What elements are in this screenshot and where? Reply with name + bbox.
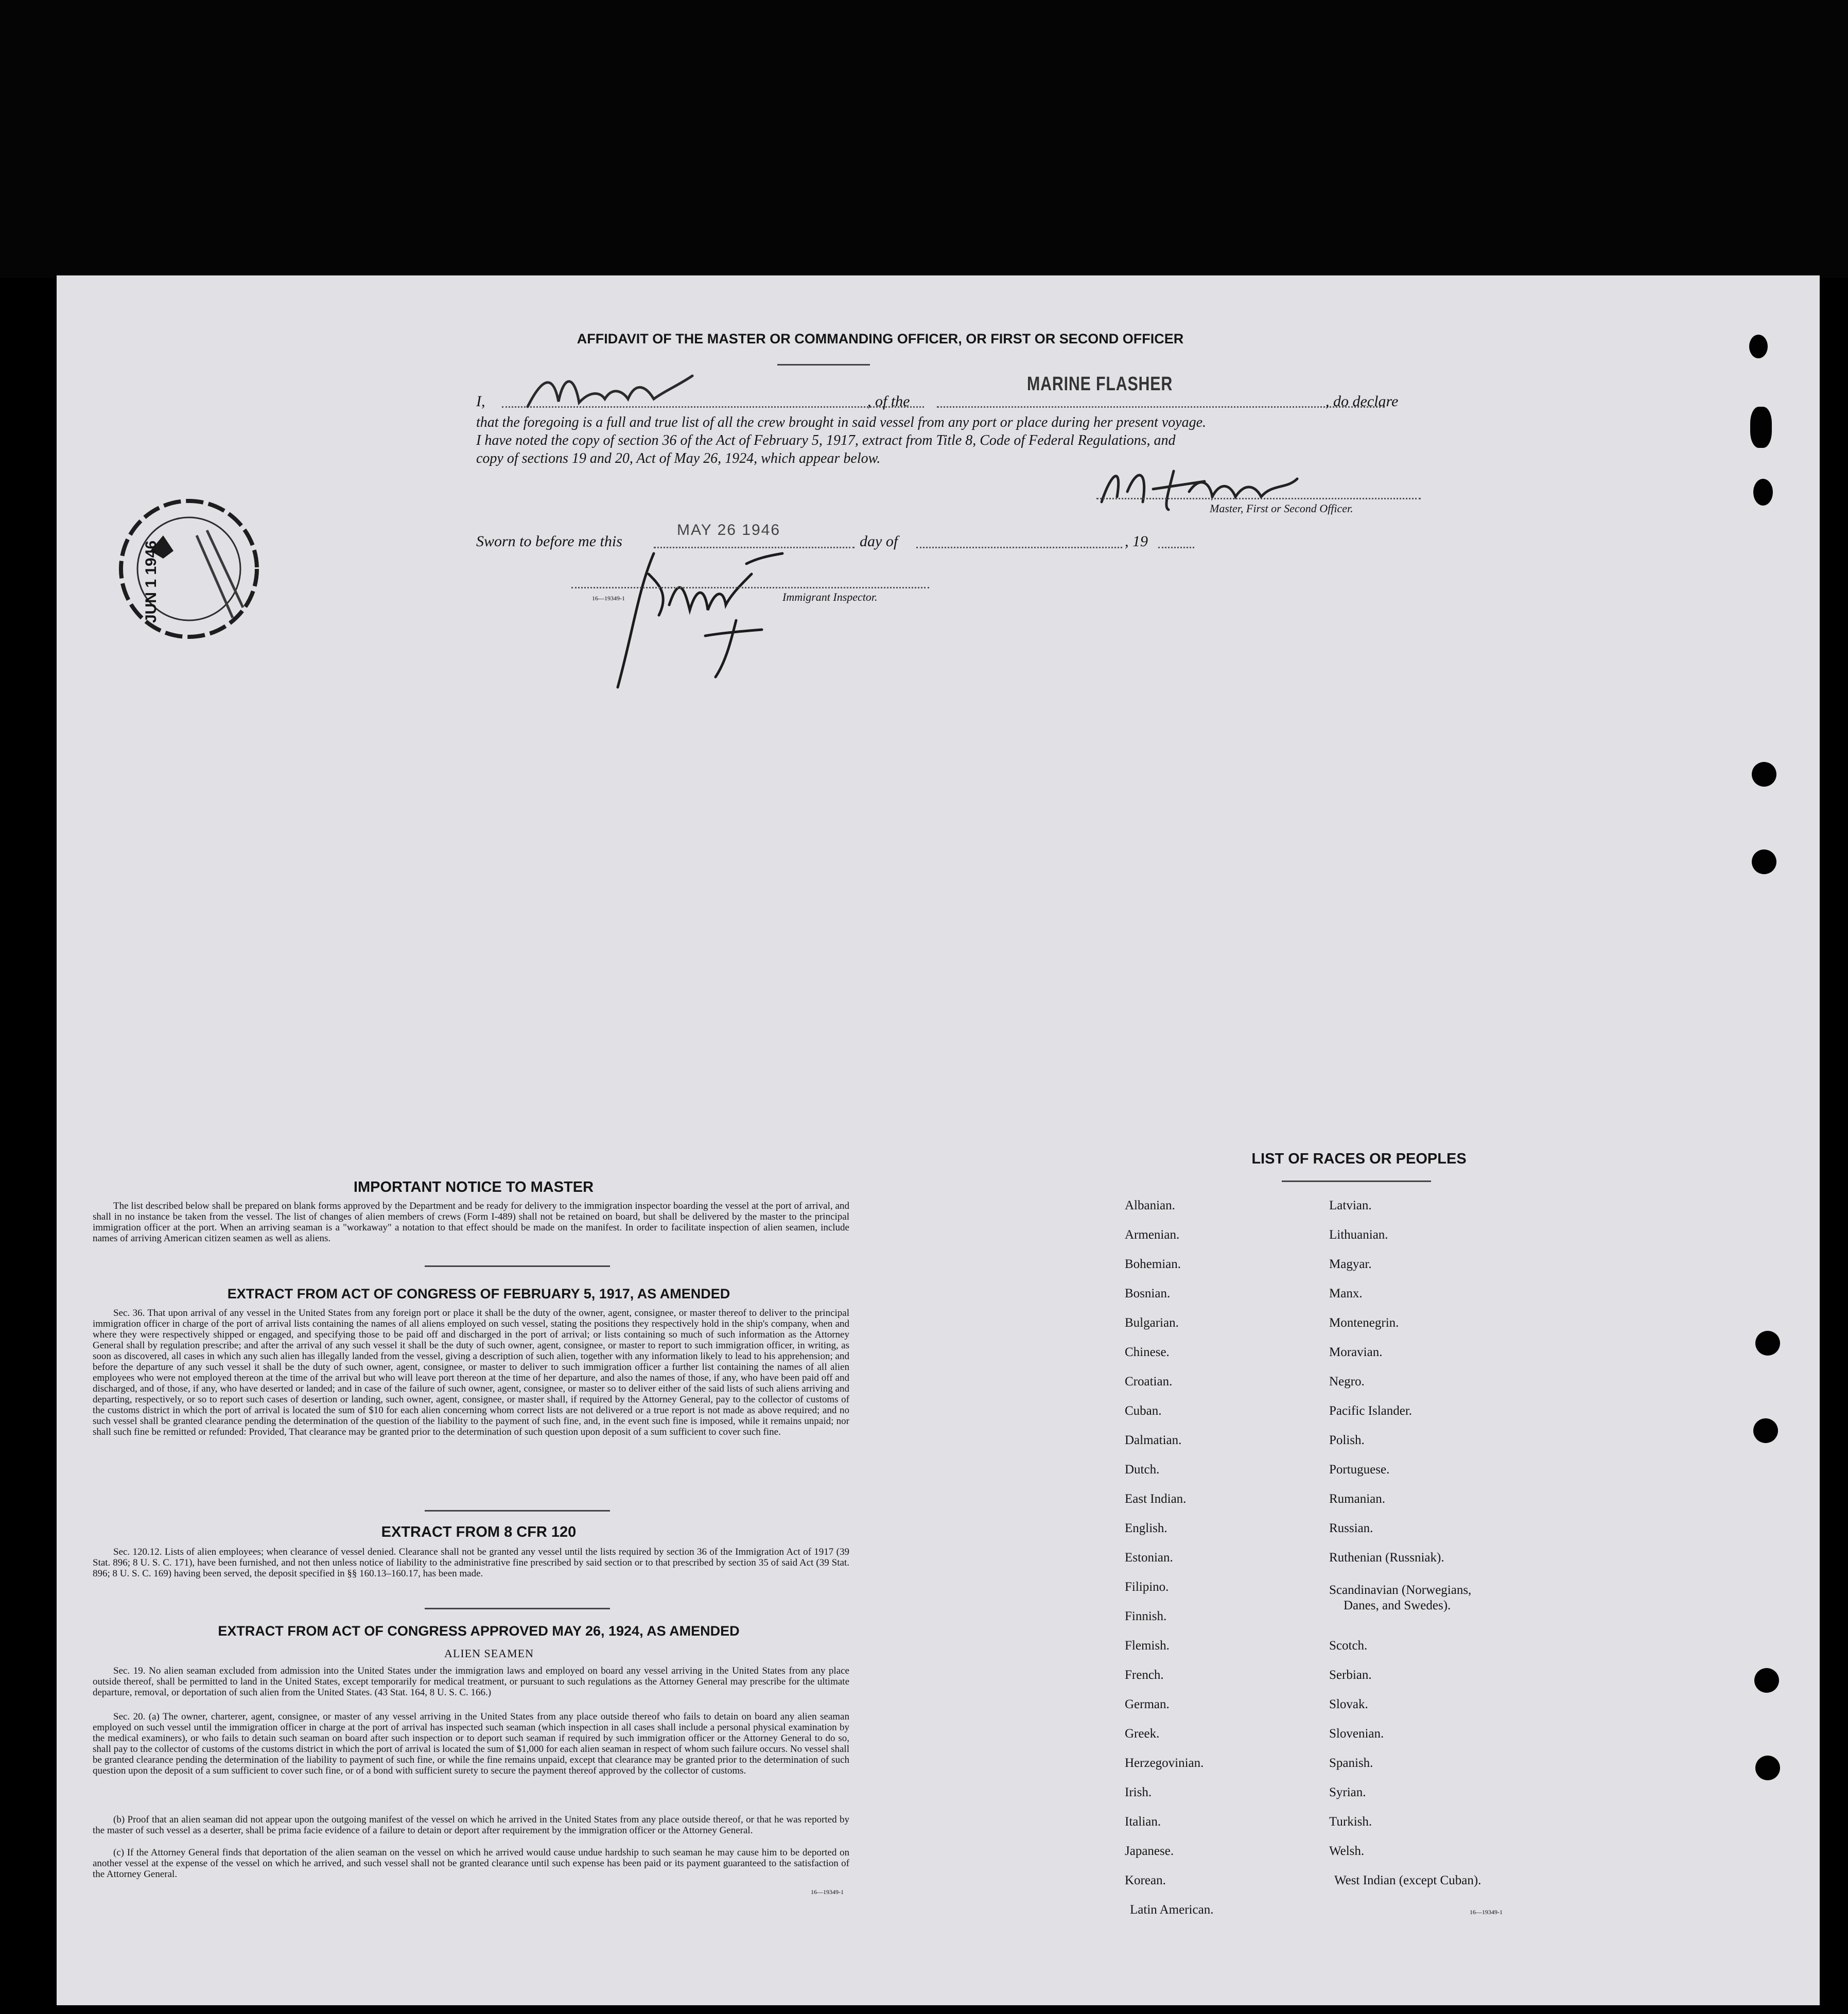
race-item: Italian. (1125, 1815, 1161, 1829)
race-item: Croatian. (1125, 1375, 1173, 1388)
race-item: Bosnian. (1125, 1287, 1171, 1300)
race-item: Dutch. (1125, 1463, 1160, 1477)
race-item: Dalmatian. (1125, 1433, 1182, 1447)
race-item: Greek. (1125, 1727, 1160, 1741)
do-declare-label: , do declare (1326, 393, 1399, 410)
race-item: Ruthenian (Russniak). (1329, 1551, 1444, 1565)
inspector-signature (582, 543, 788, 692)
i-label: I, (476, 393, 485, 410)
race-item: Latin American. (1130, 1903, 1214, 1917)
race-item: Estonian. (1125, 1551, 1173, 1565)
sworn-date-stamp: MAY 26 1946 (677, 522, 781, 539)
affidavit-line-3: I have noted the copy of section 36 of the Act of February 5, 1917, extract from Title 8, Code of Federal Regulations, and (476, 432, 1176, 448)
race-item: Danes, and Swedes). (1344, 1599, 1451, 1612)
stamp-ring (114, 489, 264, 649)
extract-1924-sec20a: Sec. 20. (a) The owner, charterer, agent, consignee, or master of any vessel arriving in the United States from any place outside thereof who fails to detain on board any alien seaman employed on such vessel until the immigration officer in charge at the port of arrival has inspected such seaman (which inspection in all cases shall include a personal physical examination by the medical examiners), or who fails to detain such seaman on board after such inspection or to deport such seaman if required by such immigration officer or the Attorney General to do so, shall pay to the collector of customs of the customs district in which the port of arrival is located the sum of $1,000 for each alien seaman in respect of whom such failure occurs. No vessel shall be granted clearance pending the determination of the liability to payment of such fine, or while the fine remains unpaid, except that clearance may be granted prior to the determination of such question upon the deposit of a sum sufficient to cover such fine, or of a bond with sufficient surety to secure the payment thereof approved by the collector of customs. (93, 1711, 849, 1776)
races-title-rule (1282, 1180, 1431, 1182)
binder-hole (1753, 479, 1773, 506)
affidavit-line-4: copy of sections 19 and 20, Act of May 26, 1924, which appear below. (476, 450, 881, 466)
race-item: Montenegrin. (1329, 1316, 1399, 1330)
race-item: Rumanian. (1329, 1492, 1386, 1506)
race-item: Lithuanian. (1329, 1228, 1388, 1242)
binder-hole (1752, 849, 1776, 874)
race-item: Scotch. (1329, 1639, 1368, 1653)
race-item: Slovak. (1329, 1697, 1368, 1711)
scan-top-band (0, 0, 1848, 278)
race-item: Welsh. (1329, 1844, 1365, 1858)
extract-1917-rule (425, 1510, 610, 1512)
affidavit-line-2: that the foregoing is a full and true list of all the crew brought in said vessel from any port or place during her present voyage. (476, 414, 1207, 430)
race-item: Syrian. (1329, 1785, 1366, 1799)
race-item: Herzegovinian. (1125, 1756, 1204, 1770)
race-item: French. (1125, 1668, 1164, 1682)
race-item: Irish. (1125, 1785, 1152, 1799)
race-item: Scandinavian (Norwegians, (1329, 1583, 1472, 1597)
race-item: Albanian. (1125, 1199, 1175, 1212)
binder-hole (1753, 1418, 1778, 1443)
stamp-date: JUN 1 1946 (143, 540, 160, 623)
affidavit-title: AFFIDAVIT OF THE MASTER OR COMMANDING OFFICER, OR FIRST OR SECOND OFFICER (577, 331, 1184, 346)
extract-cfr-title: EXTRACT FROM 8 CFR 120 (381, 1524, 577, 1540)
extract-1924-sec20c: (c) If the Attorney General finds that deportation of the alien seaman on the vessel on which he arrived would cause undue hardship to such seaman he may cause him to be deported on another vessel at the expense of the vessel on which he arrived, and such vessel shall not be granted clearance until such expense has been paid or its payment guaranteed to the satisfaction of the Attorney General. (93, 1847, 849, 1880)
binder-hole (1755, 1756, 1780, 1780)
notice-body: The list described below shall be prepared on blank forms approved by the Department and be ready for delivery to the immigration inspector boarding the vessel at the port of arrival, and shall in no instance be taken from the vessel. The list of changes of alien members of crews (Form I-489) shall not be retained on board, but shall be delivered by the master to the principal immigration officer at the port. When an arriving seaman is a "workaway" a notation to that effect should be made on the manifest. In order to facilitate inspection of alien seamen, include names of arriving American citizen seamen as well as aliens. (93, 1201, 849, 1244)
vessel-name-stamp: MARINE FLASHER (1027, 373, 1173, 395)
notice-title: IMPORTANT NOTICE TO MASTER (353, 1179, 594, 1195)
races-form-number: 16—19349-1 (1470, 1908, 1503, 1916)
extract-1917-body: Sec. 36. That upon arrival of any vessel in the United States from any foreign port or place it shall be the duty of the owner, agent, consignee, or master thereof to deliver to the principal immigration officer in charge of the port of arrival lists containing the names of all aliens employed on such vessel, stating the positions they respectively hold in the ship's company, when and where they were respectively shipped or engaged, and specifying those to be paid off and discharged in the port of arrival; or lists containing so much of such information as the Attorney General shall by regulation prescribe; and after the arrival of any such vessel it shall be the duty of such owner, agent, consignee, or master to report to such immigration officer, in writing, as soon as discovered, all cases in which any such alien has illegally landed from the vessel, giving a description of such alien, together with any information likely to lead to his apprehension; and before the departure of any such vessel it shall be the duty of such owner, agent, consignee, or master to deliver to such immigration officer a further list containing the names of all alien employees who were not employed thereon at the time of the arrival but who will leave port thereon at the time of her departure, and also the names of those, if any, who have been paid off and discharged, and of those, if any, who have deserted or landed; and in case of the failure of such owner, agent, consignee, or master so to deliver either of the said lists of such aliens arriving and departing, respectively, or so to report such cases of desertion or landing, such owner, agent, consignee, or master shall, if required by the Attorney General, pay to the collector of customs of the customs district in which the port of arrival is located the sum of $10 for each alien concerning whom correct lists are not delivered or a true report is not made as above required; and no such vessel shall be granted clearance pending the determination of the question of the liability to the payment of such fine, and, in the event such fine is imposed, while it remains unpaid; nor shall such fine be remitted or refunded: Provided, That clearance may be granted prior to the determination of such question upon deposit of a sum sufficient to cover such fine. (93, 1308, 849, 1437)
race-item: East Indian. (1125, 1492, 1187, 1506)
race-item: Flemish. (1125, 1639, 1170, 1653)
binder-hole (1752, 762, 1776, 787)
race-item: Portuguese. (1329, 1463, 1390, 1477)
races-title: LIST OF RACES OR PEOPLES (1251, 1151, 1467, 1167)
race-item: Chinese. (1125, 1345, 1170, 1359)
year-line (1158, 547, 1194, 548)
extract-1924-sec19: Sec. 19. No alien seaman excluded from admission into the United States under the immigration laws and employed on board any vessel arriving in the United States from any place outside thereof, shall be permitted to land in the United States, except temporarily for medical treatment, or pursuant to such regulations as the Attorney General may prescribe for the ultimate departure, removal, or deportation of such alien from the United States. (43 Stat. 164, 8 U. S. C. 166.) (93, 1665, 849, 1698)
month-line (916, 547, 1122, 548)
inspector-caption: Immigrant Inspector. (782, 591, 878, 603)
day-of-label: day of (860, 533, 898, 550)
race-item: West Indian (except Cuban). (1334, 1873, 1481, 1887)
binder-hole (1755, 1331, 1780, 1356)
race-item: Finnish. (1125, 1609, 1167, 1623)
extract-1924-form-number: 16—19349-1 (811, 1888, 844, 1896)
sworn-label: Sworn to before me this (476, 533, 622, 550)
notice-rule (425, 1265, 610, 1267)
master-caption: Master, First or Second Officer. (1210, 502, 1353, 515)
race-item: Magyar. (1329, 1257, 1372, 1271)
master-signature-line (1096, 498, 1421, 499)
race-item: Spanish. (1329, 1756, 1373, 1770)
race-item: Pacific Islander. (1329, 1404, 1413, 1418)
binder-hole (1754, 1668, 1779, 1693)
race-item: Slovenian. (1329, 1727, 1384, 1741)
extract-1924-subtitle: ALIEN SEAMEN (444, 1647, 534, 1660)
race-item: Filipino. (1125, 1580, 1169, 1594)
race-item: German. (1125, 1697, 1170, 1711)
binder-hole (1750, 407, 1772, 448)
race-item: Negro. (1329, 1375, 1365, 1388)
extract-1924-title: EXTRACT FROM ACT OF CONGRESS APPROVED MAY 26, 1924, AS AMENDED (218, 1623, 740, 1639)
race-item: Armenian. (1125, 1228, 1180, 1242)
inspector-signature-line (571, 587, 929, 588)
extract-cfr-rule (425, 1608, 610, 1609)
binder-hole (1749, 335, 1768, 358)
race-item: Japanese. (1125, 1844, 1174, 1858)
race-item: Cuban. (1125, 1404, 1162, 1418)
master-handwriting (522, 371, 713, 417)
year-prefix: , 19 (1125, 533, 1148, 550)
race-item: Latvian. (1329, 1199, 1372, 1212)
race-item: Bulgarian. (1125, 1316, 1179, 1330)
extract-1924-sec20b: (b) Proof that an alien seaman did not appear upon the outgoing manifest of the vessel on which he arrived in the United States from any place outside thereof, or that he was reported by the master of such vessel as a deserter, shall be prima facie evidence of a failure to detain or deport after requirement by the immigration officer or the Attorney General. (93, 1814, 849, 1836)
race-item: Manx. (1329, 1287, 1363, 1300)
race-item: English. (1125, 1521, 1167, 1535)
race-item: Turkish. (1329, 1815, 1372, 1829)
race-item: Moravian. (1329, 1345, 1383, 1359)
vessel-name-line (937, 406, 1385, 408)
race-item: Bohemian. (1125, 1257, 1181, 1271)
of-the-label: , of the (867, 393, 910, 410)
extract-cfr-body: Sec. 120.12. Lists of alien employees; when clearance of vessel denied. Clearance shall not be granted any vessel until the lists required by section 36 of the Immigration Act of 1917 (39 Stat. 896; 8 U. S. C. 171), have been furnished, and not then unless notice of liability to the administrative fine prescribed by said section or to that prescribed by section 35 of said Act (39 Stat. 896; 8 U. S. C. 169) having been served, the deposit specified in §§ 160.13–160.17, has been made. (93, 1547, 849, 1579)
immigration-stamp (114, 489, 264, 649)
race-item: Polish. (1329, 1433, 1365, 1447)
race-item: Russian. (1329, 1521, 1373, 1535)
race-item: Serbian. (1329, 1668, 1372, 1682)
race-item: Korean. (1125, 1873, 1166, 1887)
title-rule (777, 364, 870, 366)
extract-1917-title: EXTRACT FROM ACT OF CONGRESS OF FEBRUARY 5, 1917, AS AMENDED (227, 1286, 730, 1301)
document-page (57, 275, 1820, 2005)
inspector-form-number: 16—19349-1 (592, 595, 625, 602)
